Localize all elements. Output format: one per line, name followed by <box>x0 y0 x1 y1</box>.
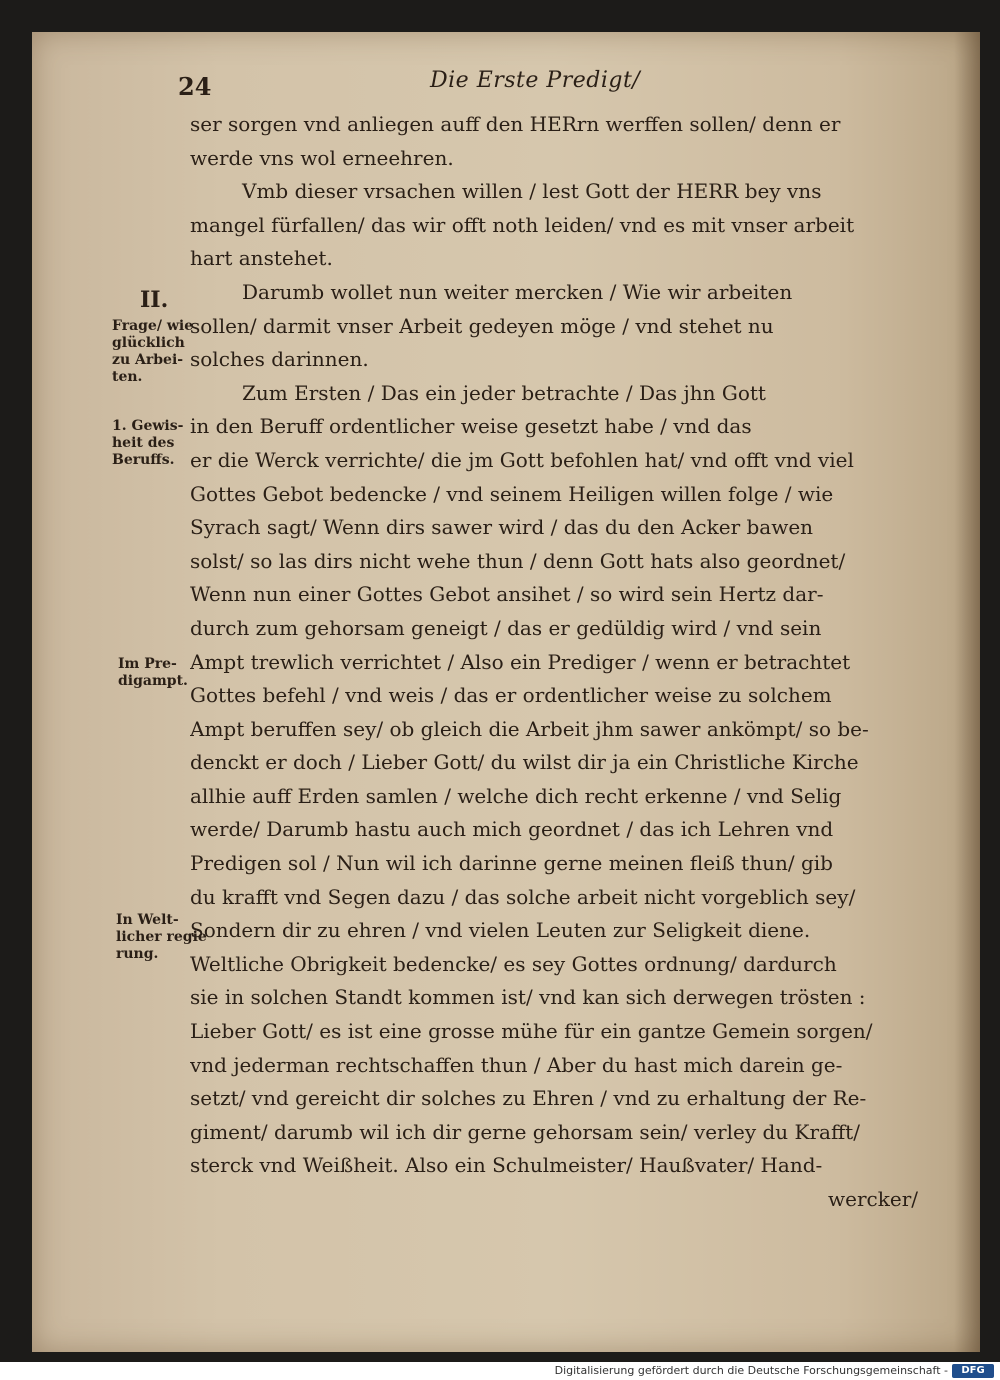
footer-bar <box>0 1362 1000 1380</box>
text-line: hart anstehet. <box>190 246 333 271</box>
body-text <box>190 108 918 1217</box>
margin-note-frage: Frage/ wie glücklich zu Arbei- ten. <box>112 318 194 385</box>
text-line: denckt er doch / Lieber Gott/ du wilst dir ja ein Christliche Kirche <box>190 750 859 775</box>
text-line: solst/ so las dirs nicht wehe thun / denn Gott hats also geordnet/ <box>190 548 846 573</box>
text-line: Ampt beruffen sey/ ob gleich die Arbeit jhm sawer ankömpt/ so be- <box>190 716 869 741</box>
text-line: Syrach sagt/ Wenn dirs sawer wird / das du den Acker bawen <box>190 515 814 540</box>
running-head: Die Erste Predigt/ <box>430 68 641 93</box>
text-line: Gottes Gebot bedencke / vnd seinem Heiligen willen folge / wie <box>190 481 834 506</box>
text-line: Ampt trewlich verrichtet / Also ein Prediger / wenn er betrachtet <box>190 649 851 674</box>
text-line: sie in solchen Standt kommen ist/ vnd kan sich derwegen trösten : <box>190 985 866 1010</box>
text-line: Sondern dir zu ehren / vnd vielen Leuten zur Seligkeit diene. <box>190 918 811 943</box>
funding-credit: Digitalisierung gefördert durch die Deutsche Forschungsgemeinschaft - <box>554 1364 948 1377</box>
text-line: Gottes befehl / vnd weis / das er ordentlicher weise zu solchem <box>190 683 832 708</box>
margin-note-predigampt: Im Pre- digampt. <box>118 656 188 689</box>
text-line: Vmb dieser vrsachen willen / lest Gott der HERR bey vns <box>242 179 822 204</box>
text-line: Wenn nun einer Gottes Gebot ansihet / so wird sein Hertz dar- <box>190 582 824 607</box>
text-line: Zum Ersten / Das ein jeder betrachte / Das jhn Gott <box>242 380 766 405</box>
dfg-logo: DFG <box>952 1364 994 1378</box>
text-line: giment/ darumb wil ich dir gerne gehorsam sein/ verley du Krafft/ <box>190 1119 860 1144</box>
page-number: 24 <box>178 72 212 101</box>
text-line: wercker/ <box>828 1187 918 1211</box>
text-line: er die Werck verrichte/ die jm Gott befohlen hat/ vnd offt vnd viel <box>190 447 854 472</box>
page-spine-shadow <box>954 32 980 1352</box>
text-line: sterck vnd Weißheit. Also ein Schulmeister/ Haußvater/ Hand- <box>190 1153 823 1178</box>
text-line: solches darinnen. <box>190 347 369 372</box>
text-line: setzt/ vnd gereicht dir solches zu Ehren / vnd zu erhaltung der Re- <box>190 1086 867 1111</box>
text-line: werde/ Darumb hastu auch mich geordnet / das ich Lehren vnd <box>190 817 834 842</box>
text-line: allhie auff Erden samlen / welche dich recht erkenne / vnd Selig <box>190 783 842 808</box>
text-line: Darumb wollet nun weiter mercken / Wie wir arbeiten <box>242 279 793 304</box>
text-line: ser sorgen vnd anliegen auff den HERrn werffen sollen/ denn er <box>190 112 841 136</box>
margin-note-weltlich: In Welt- licher regie rung. <box>116 912 207 962</box>
text-line: werde vns wol erneehren. <box>190 145 454 170</box>
text-line: in den Beruff ordentlicher weise gesetzt habe / vnd das <box>190 414 752 439</box>
text-line: du krafft vnd Segen dazu / das solche arbeit nicht vorgeblich sey/ <box>190 884 856 909</box>
margin-note-gewissheit: 1. Gewis- heit des Beruffs. <box>112 418 184 468</box>
text-line: sollen/ darmit vnser Arbeit gedeyen möge / vnd stehet nu <box>190 313 774 338</box>
text-line: durch zum gehorsam geneigt / das er gedüldig wird / vnd sein <box>190 615 822 640</box>
margin-note-roman-numeral: II. <box>140 287 169 313</box>
text-line: Predigen sol / Nun wil ich darinne gerne meinen fleiß thun/ gib <box>190 851 833 876</box>
text-line: mangel fürfallen/ das wir offt noth leiden/ vnd es mit vnser arbeit <box>190 212 855 237</box>
text-line: Weltliche Obrigkeit bedencke/ es sey Gottes ordnung/ dardurch <box>190 951 837 976</box>
text-line: vnd jederman rechtschaffen thun / Aber du hast mich darein ge- <box>190 1052 843 1077</box>
text-line: Lieber Gott/ es ist eine grosse mühe für ein gantze Gemein sorgen/ <box>190 1019 873 1044</box>
